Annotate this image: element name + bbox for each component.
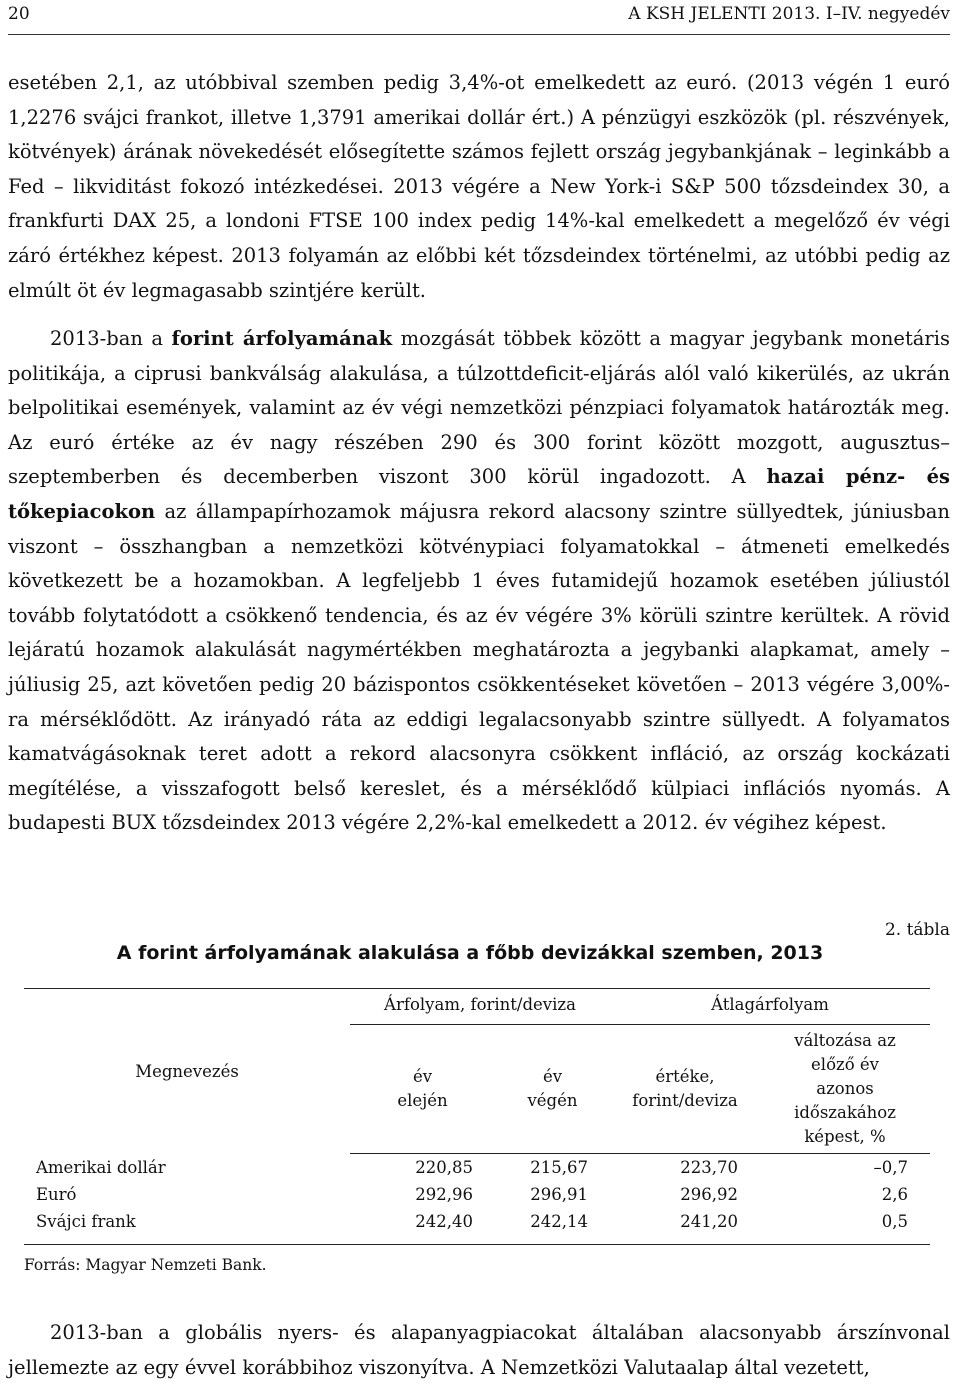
paragraph-3: 2013-ban a globális nyers- és alapanyagpiacokat általában alacsonyabb árszínvonal jellemezte az egy évvel korábbihoz viszonyítva. A Nemzetközi Valutaalap által vezetett,: [8, 1321, 950, 1379]
header-change-line2: előző év: [811, 1055, 879, 1074]
table-row: [24, 1181, 930, 1208]
header-year-start-line2: elején: [397, 1091, 448, 1110]
header-year-end: [495, 1025, 610, 1154]
paragraph-2: [8, 322, 950, 841]
header-group-rate: Árfolyam, forint/deviza: [350, 989, 610, 1025]
row-end: 215,67: [530, 1158, 588, 1177]
paragraph-2-text-c: az állampapírhozamok májusra rekord alacsony szintre süllyedtek, júniusban viszont – összhangban a nemzetközi kötvénypiaci folyamatokkal – átmeneti emelkedés következett be a hozamokban. A legfeljebb 1 éves futamidejű hozamok esetében júliustól tovább folytatódott a csökkenő tendencia, és az év végére 3% körüli szintre kerültek. A rövid lejáratú hozamok alakulását nagymértékben meghatározta a jegybanki alapkamat, amely – júliusig 25, azt követően pedig 20 bázispontos csökkentéseket követően – 2013 végére 3,00%-ra mérséklődött. Az irányadó ráta az eddigi legalacsonyabb szintre süllyedt. A folyamatos kamatvágásoknak teret adott a rekord alacsonyra csökkent infláció, az ország kockázati megítélése, a visszafogott belső kereslet, és a mérséklődő külpiaci inflációs nyomás. A budapesti BUX tőzsdeindex 2013 végére 2,2%-kal emelkedett a 2012. év végihez képest.: [8, 499, 950, 835]
header-year-end-line2: végén: [527, 1091, 578, 1110]
row-start: 242,40: [415, 1212, 473, 1231]
header-group-average: Átlagárfolyam: [610, 989, 930, 1025]
header-change: [760, 1025, 930, 1154]
header-name: Megnevezés: [24, 989, 350, 1154]
paragraph-2-text-b: mozgását többek között a magyar jegybank monetáris politikája, a ciprusi bankválság alakulása, a túlzottdeficit-eljárás alól való kikerülés, az ukrán belpolitikai események, valamint az év végi nemzetközi pénzpiaci folyamatok határozták meg. Az euró értéke az év nagy részében 290 és 300 forint között mozgott, augusztus–szeptemberben és decemberben viszont 300 körül ingadozott. A: [8, 327, 950, 489]
table-row: [24, 1154, 930, 1182]
header-change-line4: időszakához: [794, 1103, 896, 1122]
exchange-rate-table: [24, 988, 930, 1235]
header-change-line1: változása az: [794, 1031, 896, 1050]
row-average: 241,20: [680, 1212, 738, 1231]
paragraph-2-text-a: 2013-ban a: [50, 327, 172, 350]
row-average: 223,70: [680, 1158, 738, 1177]
paragraph-2-bold-a: forint árfolyamának: [171, 327, 393, 350]
row-end: 242,14: [530, 1212, 588, 1231]
header-year-start: [350, 1025, 495, 1154]
header-average-line1: értéke,: [655, 1067, 715, 1086]
header-year-end-line1: év: [542, 1067, 563, 1086]
row-change: –0,7: [873, 1158, 908, 1177]
row-name: Amerikai dollár: [36, 1157, 166, 1177]
header-change-line3: azonos: [816, 1079, 874, 1098]
row-start: 220,85: [415, 1158, 473, 1177]
header-change-line5: képest, %: [804, 1127, 886, 1146]
table-title: A forint árfolyamának alakulása a főbb devizákkal szemben, 2013: [116, 942, 824, 964]
header-year-start-line1: év: [412, 1067, 433, 1086]
header-average-line2: forint/deviza: [632, 1091, 738, 1110]
row-change: 2,6: [881, 1185, 908, 1204]
table-bottom-rule: [24, 1244, 930, 1245]
row-change: 0,5: [881, 1212, 908, 1231]
table-row: [24, 1208, 930, 1235]
table-number: 2. tábla: [884, 920, 950, 940]
row-name: Euró: [36, 1185, 77, 1204]
page-number: 20: [8, 4, 30, 24]
running-title: A KSH JELENTI 2013. I–IV. negyedév: [628, 4, 950, 24]
paragraph-2-bold-b: hazai pénz- és tőkepiacokon: [8, 465, 950, 523]
page-header: [8, 4, 950, 34]
row-average: 296,92: [680, 1185, 738, 1204]
header-divider: [8, 34, 950, 35]
row-name: Svájci frank: [36, 1212, 136, 1231]
paragraph-1: esetében 2,1, az utóbbival szemben pedig 3,4%-ot emelkedett az euró. (2013 végén 1 euró 1,2276 svájci frankot, illetve 1,3791 amerikai dollár ért.) A pénzügyi eszközök (pl. részvények, kötvények) árának növekedését elősegítette számos fejlett ország jegybankjának – leginkább a Fed – likviditást fokozó intézkedései. 2013 végére a New York-i S&P 500 tőzsdeindex 30, a frankfurti DAX 25, a londoni FTSE 100 index pedig 14%-kal emelkedett a megelőző év végi záró értékhez képest. 2013 folyamán az előbbi két tőzsdeindex történelmi, az utóbbi pedig az elmúlt öt év legmagasabb szintjére került.: [8, 71, 950, 302]
header-average-value: [610, 1025, 760, 1154]
table-source: Forrás: Magyar Nemzeti Bank.: [24, 1256, 267, 1274]
row-start: 292,96: [415, 1185, 473, 1204]
row-end: 296,91: [530, 1185, 588, 1204]
